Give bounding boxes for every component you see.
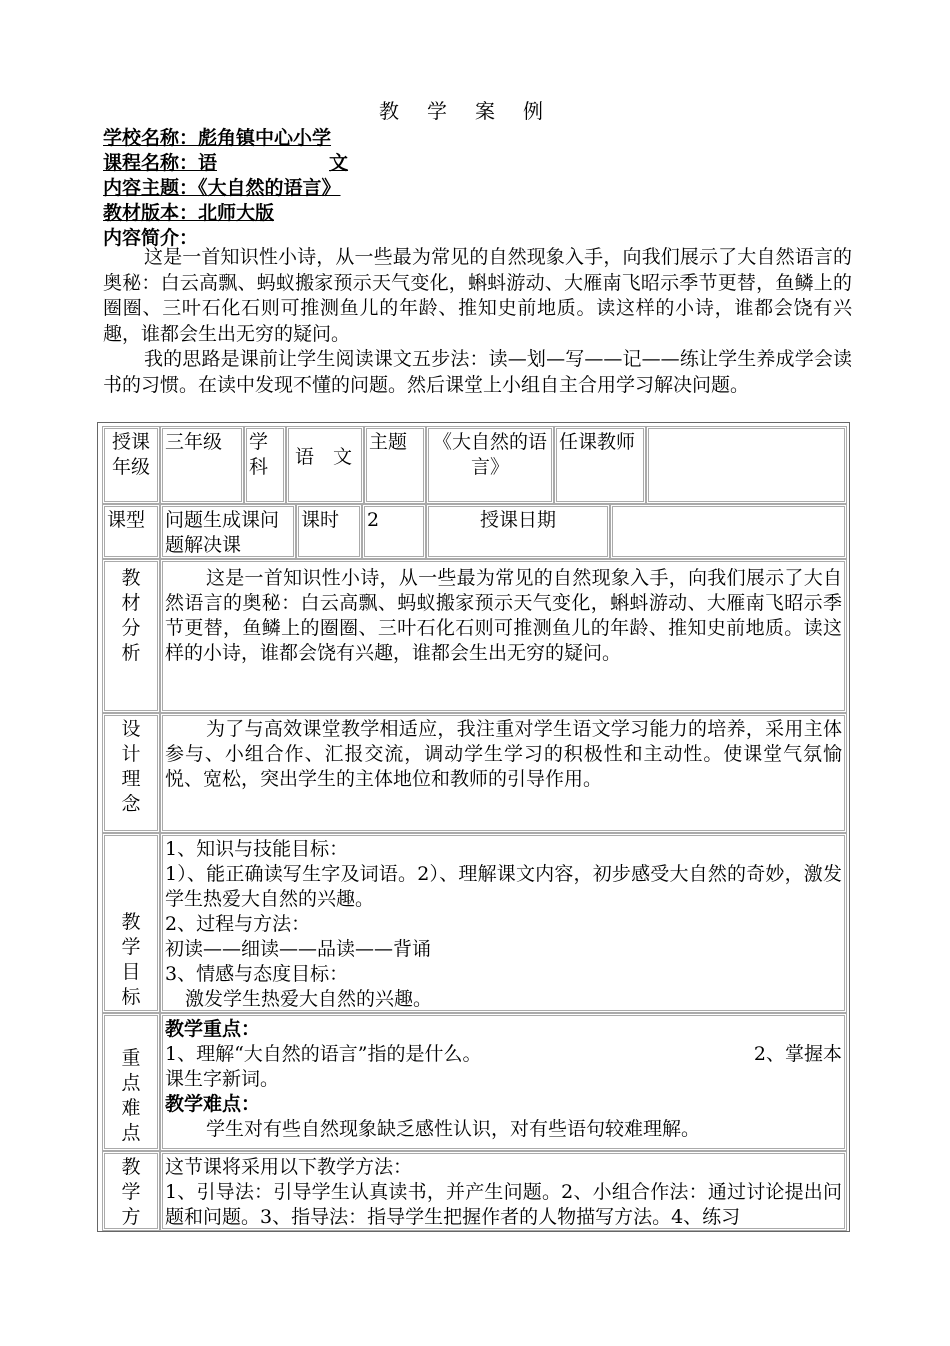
goals-cell <box>160 833 847 1013</box>
analysis-text: 这是一首知识性小诗，从一些最为常见的自然现象入手，向我们展示了大自然语言的奥秘：白云高飘、蚂蚁搬家预示天气变化，蝌蚪游动、大雁南飞昭示季节更替，鱼鳞上的圈圈、三叶石化石则可推测鱼儿的年龄、推知史前地质。读这样的小诗，谁都会饶有兴趣，谁都会生出无穷的疑问。 <box>160 559 847 713</box>
key-point-2-end: 课生字新词。 <box>165 1068 280 1090</box>
topic-label: 主题 <box>364 426 426 504</box>
goal-knowledge-text: 1）、能正确读写生字及词语。2）、理解课文内容，初步感受大自然的奇妙，激发学生热爱大自然的兴趣。 <box>165 863 842 910</box>
subject-label-cell <box>244 426 286 504</box>
method-label: 教学方 <box>121 1156 141 1228</box>
design-text: 为了与高效课堂教学相适应，我注重对学生语文学习能力的培养，采用主体参与、小组合作、汇报交流，调动学生学习的积极性和主动性。使课堂气氛愉悦、宽松，突出学生的主体地位和教师的引导作用。 <box>160 713 847 833</box>
key-label: 重点难点 <box>121 1047 141 1144</box>
lesson-type-label: 课型 <box>102 504 160 559</box>
goal-process-text: 初读——细读——品读——背诵 <box>165 938 432 960</box>
lesson-hours-value: 2 <box>362 504 426 559</box>
difficulty-heading: 教学难点： <box>165 1093 261 1115</box>
teacher-value <box>646 426 847 504</box>
intro-paragraph-2: 我的思路是课前让学生阅读课文五步法：读—划—写——记——练让学生养成学会读书的习惯。在读中发现不懂的问题。然后课堂上小组自主合用学习解决问题。 <box>103 348 852 396</box>
school-name: 学校名称：彪角镇中心小学 <box>103 127 332 149</box>
textbook-edition: 教材版本：北师大版 <box>103 202 275 224</box>
lesson-table <box>97 422 850 1232</box>
lesson-date-label: 授课日期 <box>426 504 610 559</box>
method-cell <box>160 1151 847 1231</box>
design-label: 设计理念 <box>121 718 141 815</box>
key-point-1: 1、理解“大自然的语言”指的是什么。 <box>165 1043 482 1065</box>
content-topic: 内容主题：《大自然的语言》 <box>103 177 341 199</box>
analysis-label-cell <box>102 559 160 713</box>
course-name-suffix: 文 <box>329 152 349 174</box>
goal-process-heading: 2、过程与方法： <box>165 913 311 935</box>
course-name <box>103 151 348 176</box>
key-point-2-start: 2、掌握本 <box>753 1043 842 1065</box>
subject-value: 语 文 <box>286 426 364 504</box>
subject-label: 学科 <box>249 431 269 478</box>
goal-emotion-heading: 3、情感与态度目标： <box>165 963 349 985</box>
difficulty-text: 学生对有些自然现象缺乏感性认识，对有些语句较难理解。 <box>206 1118 701 1140</box>
lesson-date-value <box>610 504 847 559</box>
analysis-label: 教材分析 <box>121 567 141 664</box>
goals-label-cell <box>102 833 160 1013</box>
key-label-cell <box>102 1013 160 1151</box>
key-cell <box>160 1013 847 1151</box>
course-name-prefix: 课程名称：语 <box>103 152 218 174</box>
topic-value: 《大自然的语言》 <box>426 426 554 504</box>
teacher-label: 任课教师 <box>554 426 646 504</box>
intro-label: 内容简介： <box>103 227 199 249</box>
method-intro: 这节课将采用以下教学方法： <box>165 1156 413 1178</box>
lesson-hours-label: 课时 <box>296 504 362 559</box>
goal-knowledge-heading: 1、知识与技能目标： <box>165 838 349 860</box>
grade-value: 三年级 <box>160 426 244 504</box>
grade-label-cell <box>102 426 160 504</box>
design-label-cell <box>102 713 160 833</box>
goal-emotion-text: 激发学生热爱大自然的兴趣。 <box>185 988 433 1010</box>
lesson-type-value: 问题生成课问题解决课 <box>160 504 296 559</box>
grade-label: 授课年级 <box>111 431 150 478</box>
key-point-heading: 教学重点： <box>165 1018 261 1040</box>
method-label-cell <box>102 1151 160 1231</box>
document-title: 教学案例 <box>379 99 571 123</box>
goals-label: 教学目标 <box>121 911 141 1008</box>
key-point-line <box>165 1042 842 1067</box>
intro-paragraph-1: 这是一首知识性小诗，从一些最为常见的自然现象入手，向我们展示了大自然语言的奥秘：白云高飘、蚂蚁搬家预示天气变化，蝌蚪游动、大雁南飞昭示季节更替，鱼鳞上的圈圈、三叶石化石则可推测鱼儿的年龄、推知史前地质。读这样的小诗，谁都会饶有兴趣，谁都会生出无穷的疑问。 <box>103 246 852 345</box>
method-list: 1、引导法：引导学生认真读书，并产生问题。2、小组合作法：通过讨论提出问题和问题。3、指导法：指导学生把握作者的人物描写方法。4、练习 <box>165 1181 842 1228</box>
